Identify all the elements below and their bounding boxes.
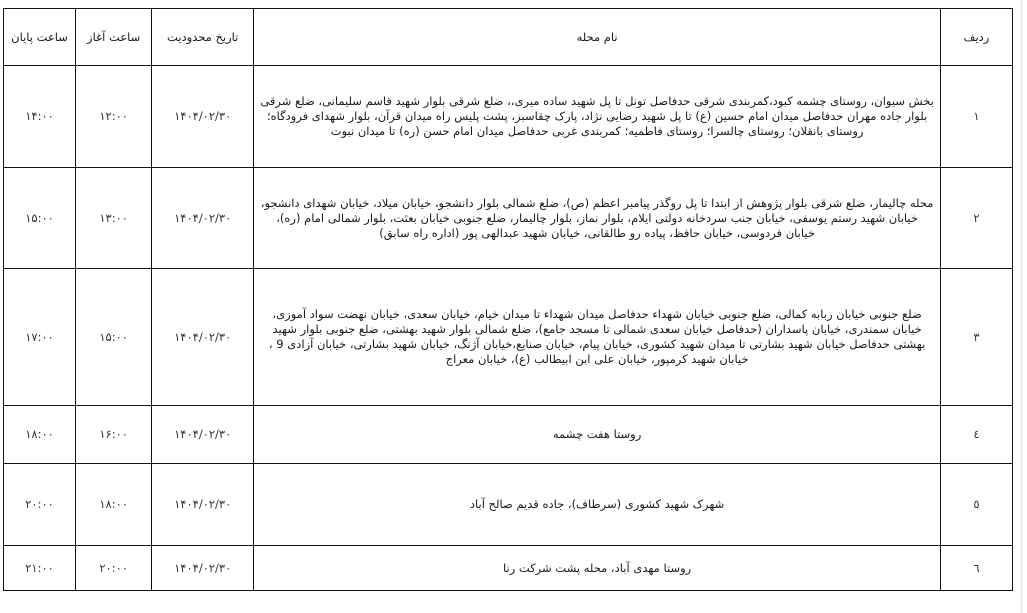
end-time: ۲۰:۰۰: [4, 464, 76, 546]
end-time: ۱۷:۰۰: [4, 269, 76, 406]
end-time: ۱۴:۰۰: [4, 66, 76, 168]
row-number: ۳: [940, 269, 1012, 406]
start-time: ۱۳:۰۰: [76, 168, 152, 269]
row-number: ٦: [940, 546, 1012, 591]
table-row: [4, 546, 1013, 591]
restriction-date: ۱۴۰۴/۰۲/۳۰: [152, 464, 254, 546]
header-end-time: ساعت پایان: [4, 9, 76, 66]
restriction-date: ۱۴۰۴/۰۲/۳۰: [152, 546, 254, 591]
page-edge-line: [1020, 0, 1023, 613]
start-time: ۲۰:۰۰: [76, 546, 152, 591]
table-row: [4, 66, 1013, 168]
table-row: [4, 464, 1013, 546]
end-time: ۱۸:۰۰: [4, 406, 76, 464]
area-name: شهرک شهید کشوری (سرطاف)، جاده قدیم صالح آباد: [254, 464, 941, 546]
end-time: ۱۵:۰۰: [4, 168, 76, 269]
start-time: ۱۵:۰۰: [76, 269, 152, 406]
table-row: [4, 406, 1013, 464]
row-number: ۲: [940, 168, 1012, 269]
power-outage-schedule-table: [3, 8, 1013, 591]
area-name: محله چالیمار، ضلع شرقی بلوار پژوهش از ابتدا تا پل روگذر پیامبر اعظم (ص)، ضلع شمالی بلوار دانشجو، خیابان میلاد، خیابان شهدای دانشجو، خیابان شهید رستم یوسفی، خیابان جنب سردخانه دولتی ایلام، بلوار نماز، بلوار چالیمار، ضلع جنوبی خیابان بعثت، بلوار شمالی امام (ره)، خیابان فردوسی، خیابان حافظ، پیاده رو طالقانی، خیابان شهید عبدالهی پور (اداره راه سابق): [254, 168, 941, 269]
table-row: [4, 269, 1013, 406]
header-row-number: ردیف: [940, 9, 1012, 66]
area-name: روستا مهدی آباد، محله پشت شرکت رنا: [254, 546, 941, 591]
table-header-row: [4, 9, 1013, 66]
row-number: ٤: [940, 406, 1012, 464]
end-time: ۲۱:۰۰: [4, 546, 76, 591]
area-name: بخش سیوان، روستای چشمه کبود،کمربندی شرقی حدفاصل تونل تا پل شهید ساده میری،، ضلع شرقی بلوار شهید قاسم سلیمانی، ضلع شرقی بلوار جاده مهران حدفاصل میدان امام حسین (ع) تا پل شهید رضایی نژاد، پارک چقاسبز، پشت پلیس راه میدان قرآن، بلوار شهدای فرودگاه؛ روستای بانقلان؛ روستای چالسرا؛ روستای فاطمیه؛ کمربندی غربی حدفاصل میدان امام حسن (ره) تا میدان نبوت: [254, 66, 941, 168]
restriction-date: ۱۴۰۴/۰۲/۳۰: [152, 269, 254, 406]
restriction-date: ۱۴۰۴/۰۲/۳۰: [152, 66, 254, 168]
start-time: ۱۲:۰۰: [76, 66, 152, 168]
header-date: تاریخ محدودیت: [152, 9, 254, 66]
header-area-name: نام محله: [254, 9, 941, 66]
start-time: ۱۶:۰۰: [76, 406, 152, 464]
start-time: ۱۸:۰۰: [76, 464, 152, 546]
area-name: روستا هفت چشمه: [254, 406, 941, 464]
table-row: [4, 168, 1013, 269]
area-name: ضلع جنوبی خیابان ربابه کمالی، ضلع جنوبی خیابان شهداء حدفاصل میدان شهداء تا میدان خیام، خیابان سعدی، خیابان نهضت سواد آموزی، خیابان سمندری، خیابان پاسداران (حدفاصل خیابان سعدی شمالی تا مسجد جامع)، ضلع شمالی بلوار شهید بهشتی، ضلع جنوبی بلوار شهید بهشتی حدفاصل خیابان شهید بشارتی تا میدان شهید کشوری، خیابان پیام، خیابان صنایع،خیابان آژنگ، خیابان شهید بشارتی، خیابان آزادی 9 ، خیابان شهید کرمپور، خیابان علی ابن ابیطالب (ع)، خیابان معراج: [254, 269, 941, 406]
row-number: ۱: [940, 66, 1012, 168]
row-number: ٥: [940, 464, 1012, 546]
header-start-time: ساعت آغاز: [76, 9, 152, 66]
restriction-date: ۱۴۰۴/۰۲/۳۰: [152, 406, 254, 464]
restriction-date: ۱۴۰۴/۰۲/۳۰: [152, 168, 254, 269]
